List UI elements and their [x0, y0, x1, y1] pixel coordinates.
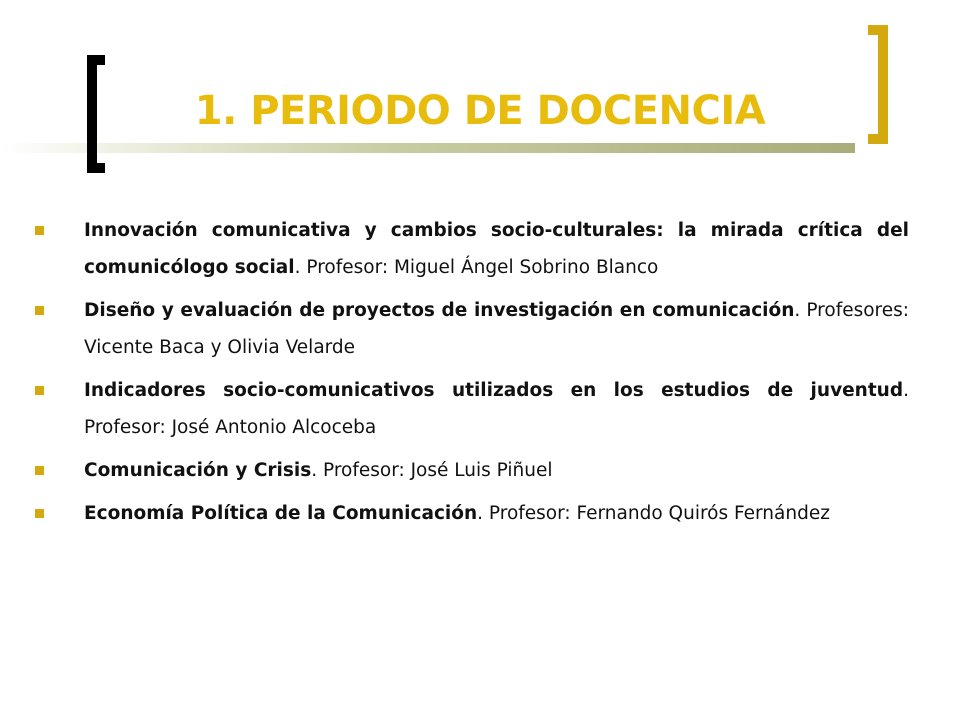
- course-name: Diseño y evaluación de proyectos de investigación en comunicación: [84, 300, 795, 321]
- decorative-gradient-line: [0, 143, 855, 153]
- right-bracket-decoration: [868, 25, 888, 144]
- slide-title: 1. PERIODO DE DOCENCIA: [194, 88, 766, 134]
- list-item: [35, 292, 909, 366]
- list-item: [35, 212, 909, 286]
- square-bullet-icon: [35, 466, 44, 475]
- square-bullet-icon: [35, 386, 44, 395]
- professor-text: . Profesor: Miguel Ángel Sobrino Blanco: [294, 257, 659, 278]
- professor-text: . Profesor: Fernando Quirós Fernández: [477, 503, 830, 524]
- course-name: Economía Política de la Comunicación: [84, 503, 478, 524]
- professor-text: . Profesores: Vicente Baca y Olivia Velarde: [84, 300, 909, 358]
- course-name: Indicadores socio-comunicativos utilizados en los estudios de juventud: [84, 380, 904, 401]
- list-item: [35, 452, 909, 489]
- professor-text: . Profesor: José Luis Piñuel: [311, 460, 553, 481]
- square-bullet-icon: [35, 226, 44, 235]
- square-bullet-icon: [35, 509, 44, 518]
- professor-text: . Profesor: José Antonio Alcoceba: [84, 380, 909, 438]
- course-name: Comunicación y Crisis: [84, 460, 312, 481]
- left-bracket-decoration: [87, 55, 105, 173]
- square-bullet-icon: [35, 306, 44, 315]
- course-list: [35, 212, 909, 538]
- list-item: [35, 495, 909, 532]
- course-name: Innovación comunicativa y cambios socio-culturales: la mirada crítica del comunicólogo social: [84, 220, 909, 278]
- list-item: [35, 372, 909, 446]
